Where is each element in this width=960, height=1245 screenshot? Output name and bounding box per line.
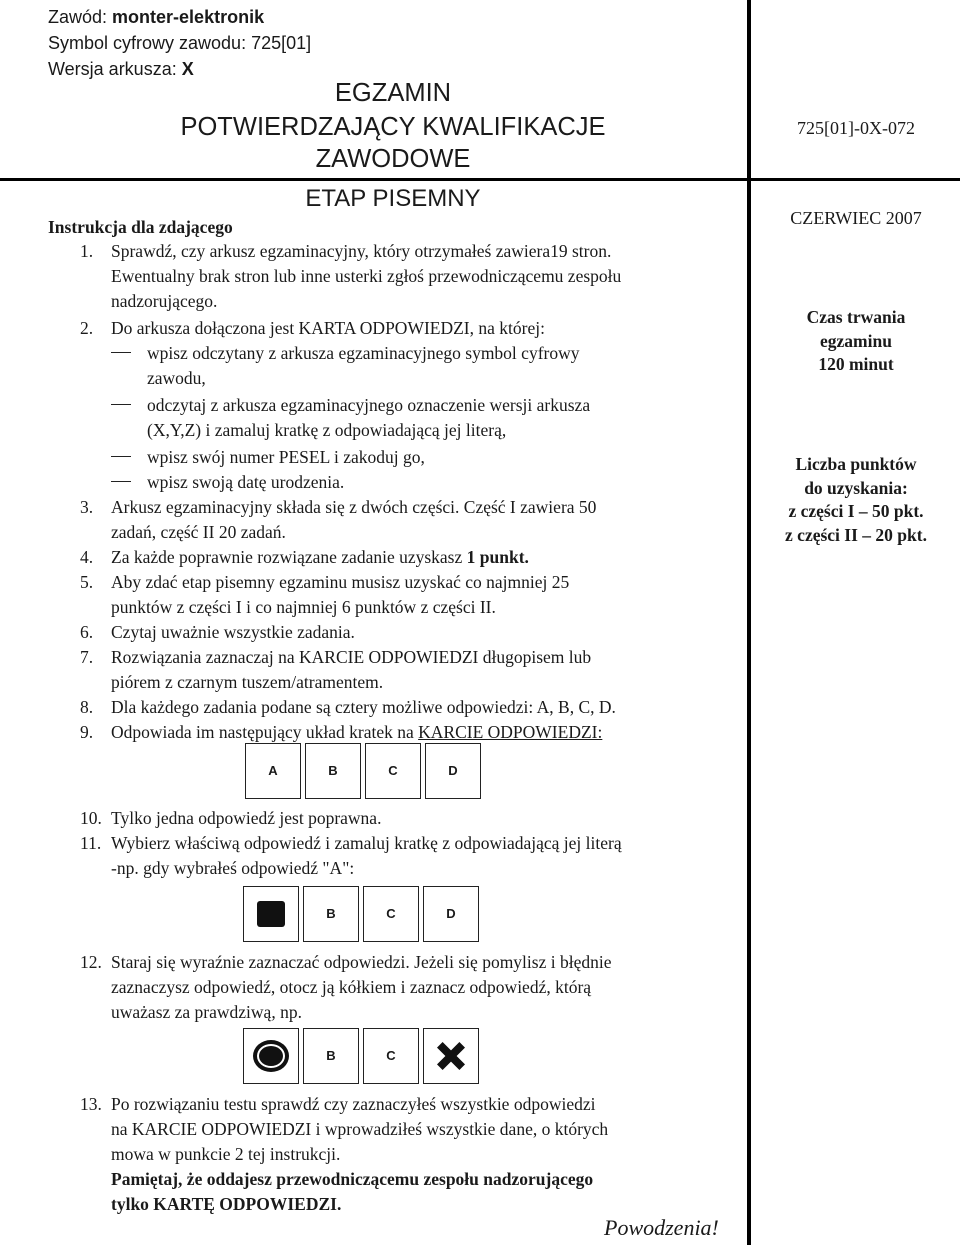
item-1-line-2: Ewentualny brak stron lub inne usterki zgłoś przewodniczącemu zespołu	[111, 266, 622, 286]
stage-title: ETAP PISEMNY	[305, 185, 481, 212]
item-11-line-2: -np. gdy wybrałeś odpowiedź "A":	[111, 858, 355, 878]
item-8-number: 8.	[80, 697, 94, 717]
version-label: Wersja arkusza:	[48, 59, 177, 80]
exam-meta	[48, 4, 311, 82]
points-block	[752, 453, 960, 548]
item-3-number: 3.	[80, 497, 94, 517]
exam-code: 725[01]-0X-072	[797, 118, 915, 138]
item-5-number: 5.	[80, 572, 94, 592]
good-luck: Powodzenia!	[604, 1215, 719, 1240]
answer-boxes-example	[245, 743, 485, 799]
item-1-number: 1.	[80, 241, 94, 261]
dash-2	[111, 404, 131, 405]
title-line-3: ZAWODOWE	[315, 145, 471, 173]
duration-line-1: Czas trwania	[806, 307, 906, 327]
item-2-sub-1-line-1: wpisz odczytany z arkusza egzaminacyjnego symbol cyfrowy	[147, 343, 580, 363]
item-9-number: 9.	[80, 722, 94, 742]
item-6-line: Czytaj uważnie wszystkie zadania.	[111, 622, 355, 642]
answer-box-b: B	[303, 1028, 359, 1084]
instructions-heading: Instrukcja dla zdającego	[48, 217, 233, 237]
item-2-line-1: Do arkusza dołączona jest KARTA ODPOWIEDZI, na której:	[111, 318, 545, 338]
answer-box-d-filled	[423, 1028, 479, 1084]
remember-line-1: Pamiętaj, że oddajesz przewodniczącemu zespołu nadzorującego	[111, 1169, 594, 1189]
answer-boxes-correction-example	[243, 1028, 483, 1084]
exam-date: CZERWIEC 2007	[790, 208, 922, 228]
title-line-2: POTWIERDZAJĄCY KWALIFIKACJE	[180, 113, 606, 141]
vertical-divider	[747, 0, 751, 1245]
remember-line-2: tylko KARTĘ ODPOWIEDZI.	[111, 1194, 342, 1214]
profession-label: Zawód:	[48, 7, 108, 27]
item-9-underlined: KARCIE ODPOWIEDZI:	[418, 722, 603, 742]
item-1-line-3: nadzorującego.	[111, 291, 218, 311]
duration-line-3: 120 minut	[818, 354, 894, 375]
answer-box-d: D	[423, 886, 479, 942]
profession-value: monter-elektronik	[112, 7, 265, 27]
item-9-text: Odpowiada im następujący układ kratek na	[111, 722, 414, 742]
item-10-line: Tylko jedna odpowiedź jest poprawna.	[111, 808, 382, 828]
item-11-number: 11.	[80, 833, 102, 853]
item-3-line-1: Arkusz egzaminacyjny składa się z dwóch części. Część I zawiera 50	[111, 497, 597, 517]
item-2-sub-2-line-1: odczytaj z arkusza egzaminacyjnego oznaczenie wersji arkusza	[147, 395, 591, 415]
item-4-bold: 1 punkt.	[466, 547, 529, 567]
item-5-line-1: Aby zdać etap pisemny egzaminu musisz uzyskać co najmniej 25	[111, 572, 570, 592]
answer-box-c: C	[365, 743, 421, 799]
duration-line-2: egzaminu	[820, 330, 892, 351]
item-2-sub-2-line-2: (X,Y,Z) i zamaluj kratkę z odpowiadającą jej literą,	[147, 420, 507, 440]
item-3-line-2: zadań, część II 20 zadań.	[111, 522, 286, 542]
title-line-1: EGZAMIN	[334, 79, 452, 107]
item-13-line-3: mowa w punkcie 2 tej instrukcji.	[111, 1144, 341, 1164]
item-5-line-2: punktów z części I i co najmniej 6 punktów z części II.	[111, 597, 496, 617]
points-line-4: z części II – 20 pkt.	[785, 524, 927, 545]
profession-line	[48, 4, 311, 30]
answer-box-b: B	[305, 743, 361, 799]
item-12-line-3: uważasz za prawdziwą, np.	[111, 1002, 302, 1022]
item-11-line-1: Wybierz właściwą odpowiedź i zamaluj kratkę z odpowiadającą jej literą	[111, 833, 622, 853]
points-line-2: do uzyskania:	[804, 477, 908, 498]
item-7-line-2: piórem z czarnym tuszem/atramentem.	[111, 672, 384, 692]
item-4-text: Za każde poprawnie rozwiązane zadanie uzyskasz	[111, 547, 463, 567]
item-1-line-1: Sprawdź, czy arkusz egzaminacyjny, który otrzymałeś zawiera19 stron.	[111, 241, 612, 261]
dash-4	[111, 481, 131, 482]
item-7-number: 7.	[80, 647, 94, 667]
item-13-number: 13.	[80, 1094, 102, 1114]
version-value: X	[181, 59, 194, 80]
answer-box-a: A	[245, 743, 301, 799]
item-10-number: 10.	[80, 808, 102, 828]
item-12-line-2: zaznaczysz odpowiedź, otocz ją kółkiem i zaznacz odpowiedź, którą	[111, 977, 592, 997]
symbol-line: Symbol cyfrowy zawodu: 725[01]	[48, 33, 312, 54]
item-6-number: 6.	[80, 622, 94, 642]
answer-box-c: C	[363, 1028, 419, 1084]
item-12-line-1: Staraj się wyraźnie zaznaczać odpowiedzi. Jeżeli się pomylisz i błędnie	[111, 952, 612, 972]
item-8-line: Dla każdego zadania podane są cztery możliwe odpowiedzi: A, B, C, D.	[111, 697, 616, 717]
item-9-line	[111, 720, 602, 744]
item-4-number: 4.	[80, 547, 94, 567]
answer-box-a-circled	[243, 1028, 299, 1084]
circled-mark	[253, 1040, 289, 1072]
dash-3	[111, 456, 131, 457]
item-2-sub-1-line-2: zawodu,	[147, 368, 206, 388]
horizontal-divider	[0, 178, 960, 181]
item-2-number: 2.	[80, 318, 94, 338]
item-2-sub-3: wpisz swój numer PESEL i zakoduj go,	[147, 447, 425, 467]
filled-mark	[437, 1042, 465, 1070]
filled-mark	[257, 901, 285, 927]
item-7-line-1: Rozwiązania zaznaczaj na KARCIE ODPOWIEDZI długopisem lub	[111, 647, 592, 667]
answer-box-a-filled	[243, 886, 299, 942]
item-13-line-1: Po rozwiązaniu testu sprawdź czy zaznaczyłeś wszystkie odpowiedzi	[111, 1094, 596, 1114]
answer-box-c: C	[363, 886, 419, 942]
points-line-3: z części I – 50 pkt.	[788, 501, 924, 522]
item-12-number: 12.	[80, 952, 102, 972]
duration-block	[752, 306, 960, 377]
item-2-sub-4: wpisz swoją datę urodzenia.	[147, 472, 345, 492]
answer-box-d: D	[425, 743, 481, 799]
item-4-line	[111, 545, 529, 569]
item-13-line-2: na KARCIE ODPOWIEDZI i wprowadziłeś wszystkie dane, o których	[111, 1119, 609, 1139]
points-line-1: Liczba punktów	[795, 454, 917, 474]
answer-boxes-filled-example	[243, 886, 483, 942]
answer-box-b: B	[303, 886, 359, 942]
dash-1	[111, 352, 131, 353]
